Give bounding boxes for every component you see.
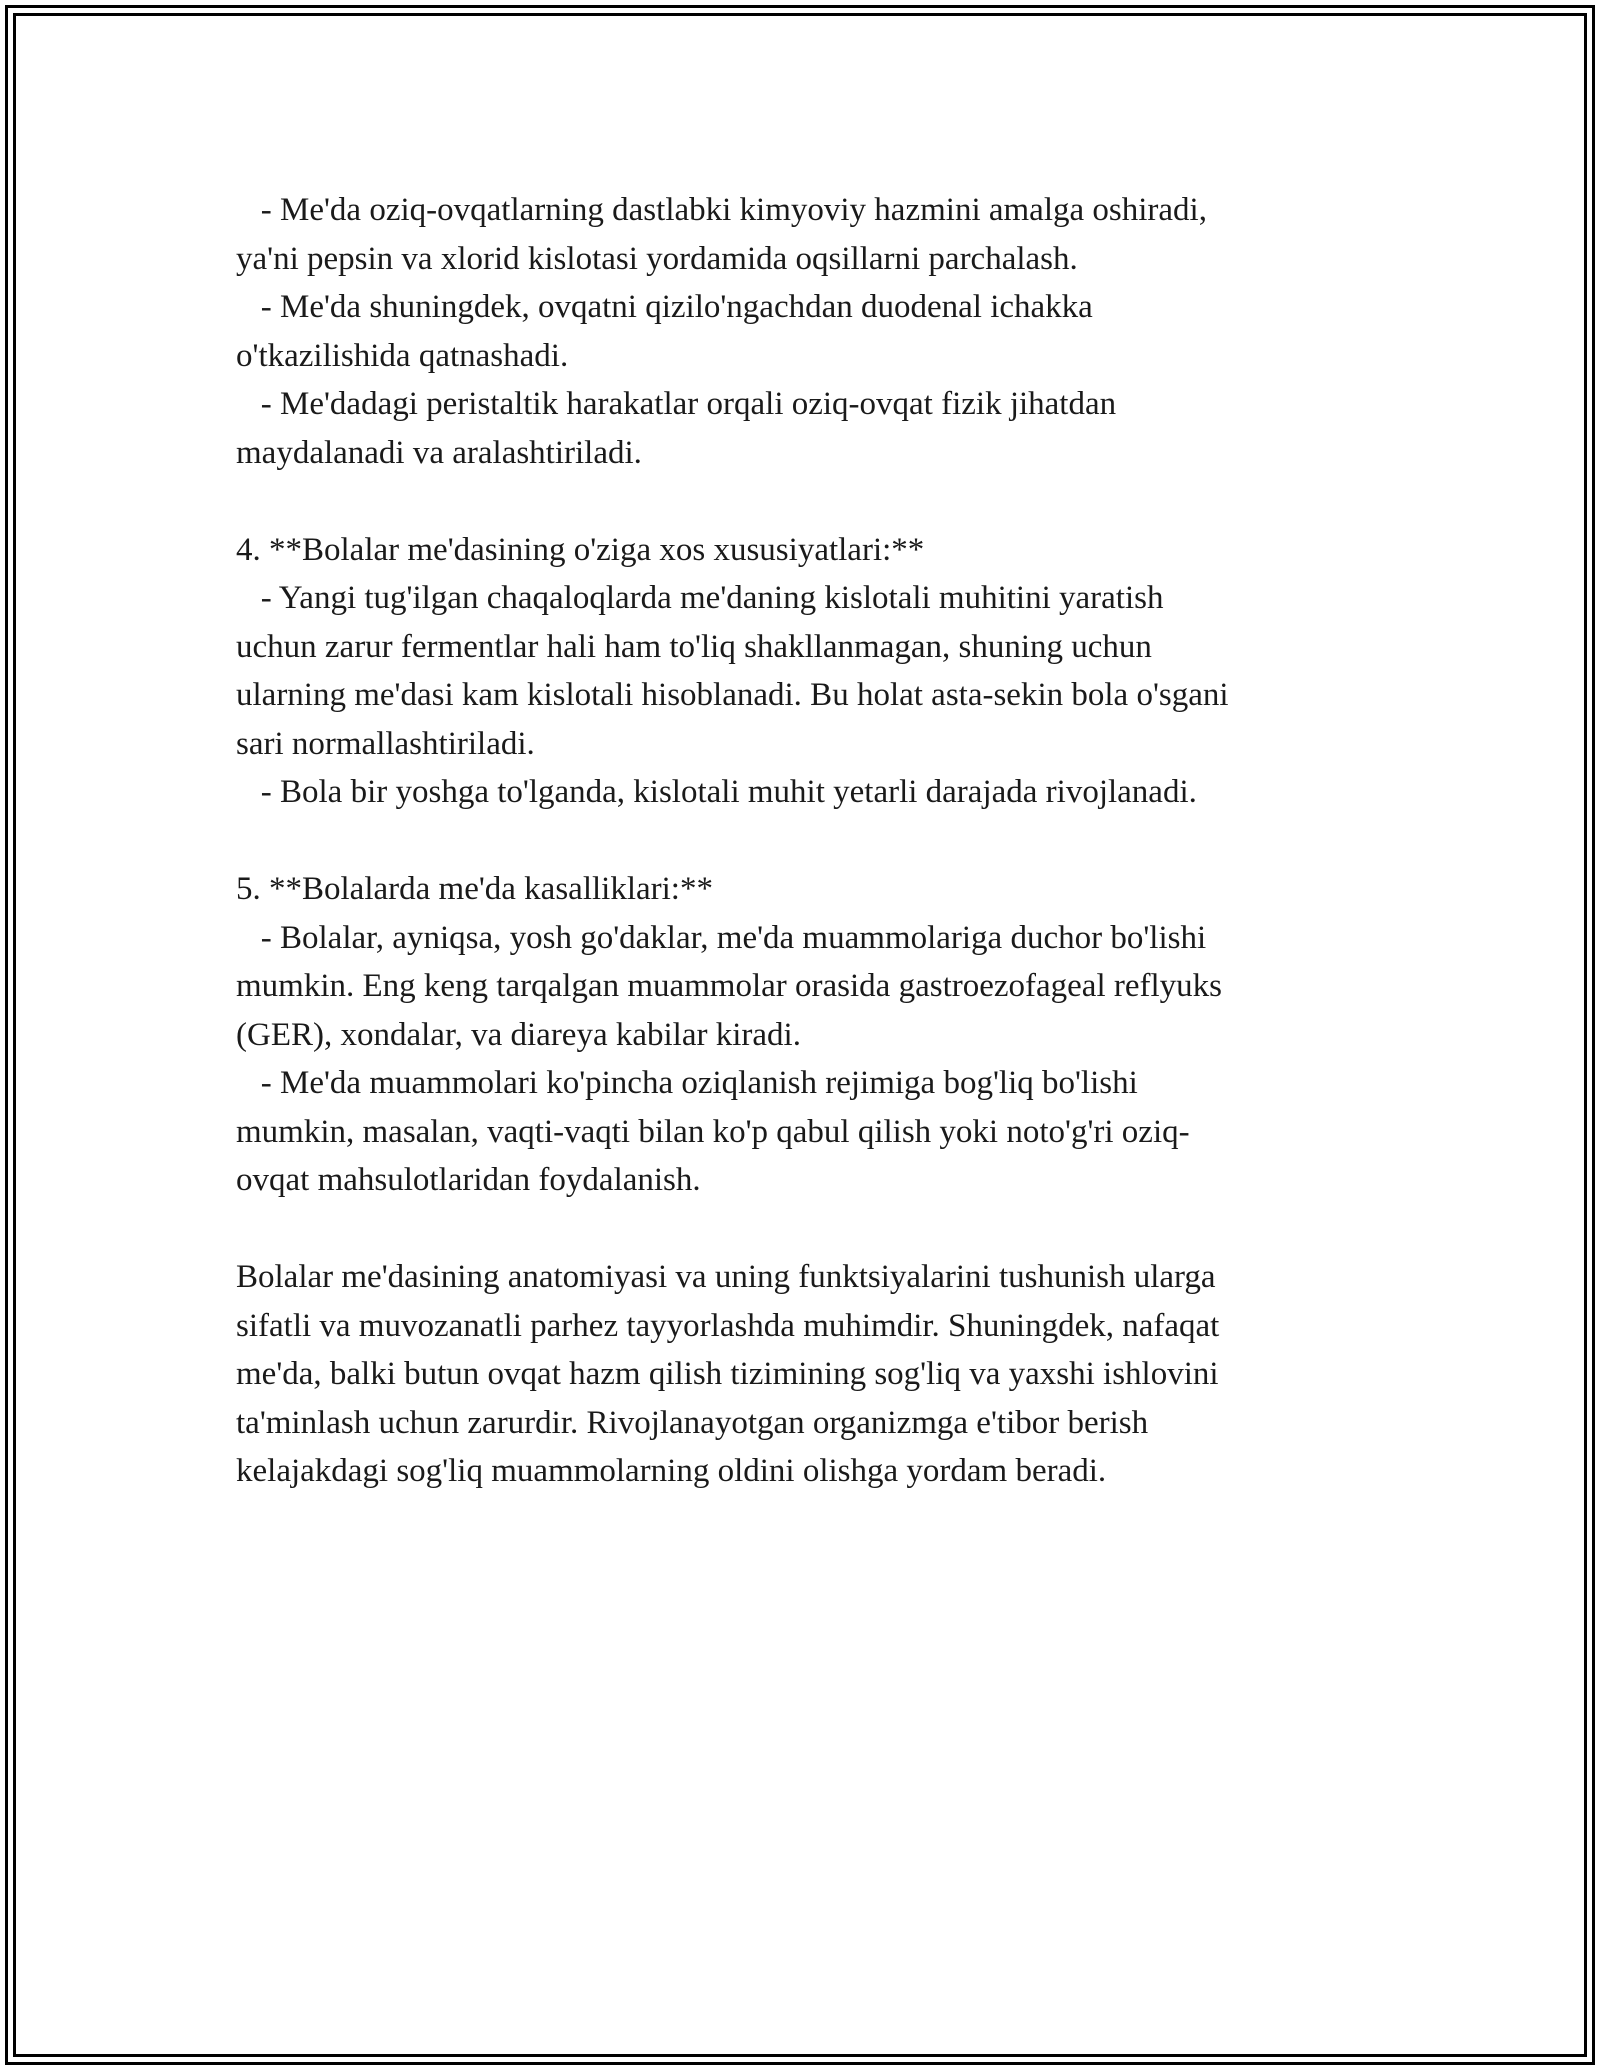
text-line: - Me'da shuningdek, ovqatni qizilo'ngachdan duodenal ichakka	[236, 289, 1093, 325]
text-line: ya'ni pepsin va xlorid kislotasi yordamida oqsillarni parchalash.	[236, 240, 1078, 277]
blank-line	[236, 817, 1366, 866]
text-line: - Me'dadagi peristaltik harakatlar orqali oziq-ovqat fizik jihatdan	[236, 386, 1117, 422]
conclusion-line: kelajakdagi sog'liq muammolarning oldini olishga yordam beradi.	[236, 1453, 1107, 1489]
blank-line	[236, 477, 1366, 526]
text-line: - Yangi tug'ilgan chaqaloqlarda me'daning kislotali muhitini yaratish	[236, 580, 1164, 616]
text-line: maydalanadi va aralashtiriladi.	[236, 434, 642, 471]
conclusion-line: sifatli va muvozanatli parhez tayyorlashda muhimdir. Shuningdek, nafaqat	[236, 1307, 1220, 1344]
conclusion-line: Bolalar me'dasining anatomiyasi va uning funktsiyalarini tushunish ularga	[236, 1259, 1216, 1295]
conclusion-line: ta'minlash uchun zarurdir. Rivojlanayotgan organizmga e'tibor berish	[236, 1404, 1149, 1441]
blank-line	[236, 1205, 1366, 1254]
text-line: sari normallashtiriladi.	[236, 725, 535, 762]
text-line: ovqat mahsulotlaridan foydalanish.	[236, 1162, 701, 1198]
document-body	[236, 186, 1366, 1496]
text-line: mumkin. Eng keng tarqalgan muammolar orasida gastroezofageal reflyuks	[236, 968, 1223, 1004]
text-line: - Me'da oziq-ovqatlarning dastlabki kimyoviy hazmini amalga oshiradi,	[236, 192, 1207, 228]
section-heading: 4. **Bolalar me'dasining o'ziga xos xususiyatlari:**	[236, 531, 925, 568]
text-line: (GER), xondalar, va diareya kabilar kiradi.	[236, 1016, 801, 1053]
text-line: - Bolalar, ayniqsa, yosh go'daklar, me'da muammolariga duchor bo'lishi	[236, 919, 1207, 956]
text-line: ularning me'dasi kam kislotali hisoblanadi. Bu holat asta-sekin bola o'sgani	[236, 677, 1229, 713]
conclusion-line: me'da, balki butun ovqat hazm qilish tizimining sog'liq va yaxshi ishlovini	[236, 1356, 1219, 1392]
text-line: o'tkazilishida qatnashadi.	[236, 337, 569, 374]
section-heading: 5. **Bolalarda me'da kasalliklari:**	[236, 871, 713, 907]
text-line: - Me'da muammolari ko'pincha oziqlanish rejimiga bog'liq bo'lishi	[236, 1065, 1138, 1101]
text-line: mumkin, masalan, vaqti-vaqti bilan ko'p qabul qilish yoki noto'g'ri oziq-	[236, 1113, 1190, 1150]
text-line: uchun zarur fermentlar hali ham to'liq shakllanmagan, shuning uchun	[236, 628, 1152, 665]
text-line: - Bola bir yoshga to'lganda, kislotali muhit yetarli darajada rivojlanadi.	[236, 774, 1197, 810]
